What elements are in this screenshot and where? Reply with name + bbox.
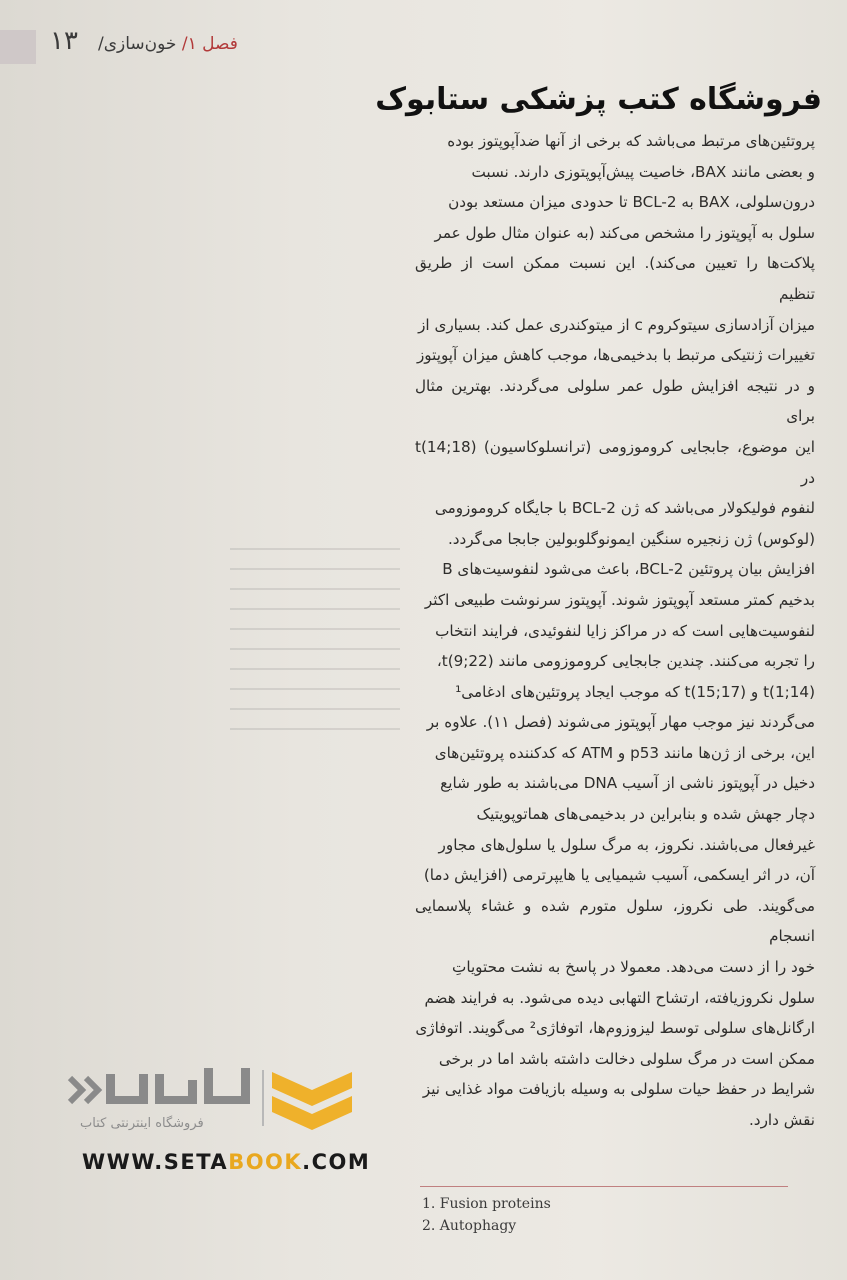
website-url — [82, 1150, 370, 1174]
text-line: نقش دارد. — [748, 1111, 815, 1129]
text-line: پروتئین‌های مرتبط می‌باشد که برخی از آنها ضدآپوپتوز بوده — [447, 132, 815, 150]
chapter-label: فصل ۱/ — [181, 34, 238, 54]
page-number: ۱۳ — [50, 26, 78, 56]
body-text — [415, 126, 815, 1136]
bleed-through-text — [230, 530, 400, 850]
footnote-divider — [420, 1186, 788, 1187]
logo-subtitle: فروشگاه اینترنتی کتاب — [80, 1116, 204, 1131]
header-tab — [0, 30, 36, 64]
text-line: لنفوم فولیکولار می‌باشد که ژن BCL-2 با جایگاه کروموزومی — [434, 499, 815, 518]
text-line: ارگانل‌های سلولی توسط لیزوزوم‌ها، اتوفاژی² می‌گویند. اتوفاژی — [415, 1019, 815, 1038]
text-line: t(1;14) و t(15;17) که موجب ایجاد پروتئین‌های ادغامی¹ — [455, 682, 815, 701]
text-line: لنفوسیت‌هایی است که در مراکز زایا لنفوئیدی، فرایند انتخاب — [435, 621, 815, 640]
text-line: و در نتیجه افزایش طول عمر سلولی می‌گردند. بهترین مثال برای — [415, 376, 815, 426]
text-line: پلاکت‌ها را تعیین می‌کند). این نسبت ممکن است از طریق تنظیم — [415, 254, 815, 303]
text-line: را تجربه می‌کنند. چندین جابجایی کروموزومی مانند t(9;22)، — [436, 652, 815, 671]
text-line: بدخیم کمتر مستعد آپوپتوز شوند. آپوپتوز سرنوشت طبیعی اکثر — [424, 590, 815, 609]
text-line: افزایش بیان پروتئین BCL-2، باعث می‌شود لنفوسیت‌های B — [442, 560, 815, 579]
text-line: خود را از دست می‌دهد. معمولا در پاسخ به نشت محتویاتِ — [452, 958, 815, 977]
text-line: دخیل در آپوپتوز ناشی از آسیب DNA می‌باشند به طور شایع — [440, 774, 815, 793]
text-line: میزان آزادسازی سیتوکروم c از میتوکندری عمل کند. بسیاری از — [418, 315, 815, 334]
text-line: ممکن است در مرگ سلولی دخالت داشته باشد اما در برخی — [438, 1049, 815, 1068]
text-line: تغییرات ژنتیکی مرتبط با بدخیمی‌ها، موجب کاهش میزان آپوپتوز — [416, 346, 815, 365]
text-line: سلول به آپوپتوز را مشخص می‌کند (به عنوان مثال طول عمر — [434, 223, 815, 242]
text-line: سلول نکروزیافته، ارتشاح التهابی دیده می‌شود. به فرایند هضم — [424, 988, 815, 1007]
watermark-title: فروشگاه کتب پزشکی ستابوک — [375, 82, 822, 117]
running-header — [98, 34, 238, 54]
text-line: و بعضی مانند BAX، خاصیت پیش‌آپوپتوزی دارند. نسبت — [471, 162, 815, 181]
text-line: این موضوع، جابجایی کروموزومی (ترانسلوکاسیون) t(14;18) در — [415, 437, 815, 487]
text-line: می‌گویند. طی نکروز، سلول متورم شده و غشاء پلاسمایی انسجام — [415, 896, 815, 946]
text-line: غیرفعال می‌باشند. نکروز، به مرگ سلول یا سلول‌های مجاور — [438, 835, 815, 854]
text-line: درون‌سلولی، BAX به BCL-2 تا حدودی میزان مستعد بودن — [448, 193, 815, 212]
footnote-1: 1. Fusion proteins — [422, 1196, 551, 1212]
footnote-2: 2. Autophagy — [422, 1218, 517, 1234]
text-line: می‌گردند نیز موجب مهار آپوپتوز می‌شوند (فصل ۱۱). علاوه بر — [426, 713, 815, 732]
text-line: (لوکوس) ژن زنجیره سنگین ایمونوگلوبولین جابجا می‌گردد. — [447, 529, 815, 548]
chapter-title: خون‌سازی/ — [98, 34, 182, 54]
url-suffix: .COM — [302, 1150, 371, 1174]
text-line: آن، در اثر ایسکمی، آسیب شیمیایی یا هایپرترمی (افزایش دما) — [423, 866, 815, 885]
text-line: دچار جهش شده و بنابراین در بدخیمی‌های هماتوپویتیک — [476, 805, 815, 824]
text-line: شرایط در حفظ حیات سلولی به وسیله بازیافت مواد غذایی نیز — [422, 1080, 815, 1099]
url-prefix: WWW.SETA — [82, 1150, 229, 1174]
text-line: این، برخی از ژن‌ها مانند p53 و ATM که کدکننده پروتئین‌های — [434, 743, 815, 762]
url-accent: BOOK — [228, 1150, 303, 1174]
